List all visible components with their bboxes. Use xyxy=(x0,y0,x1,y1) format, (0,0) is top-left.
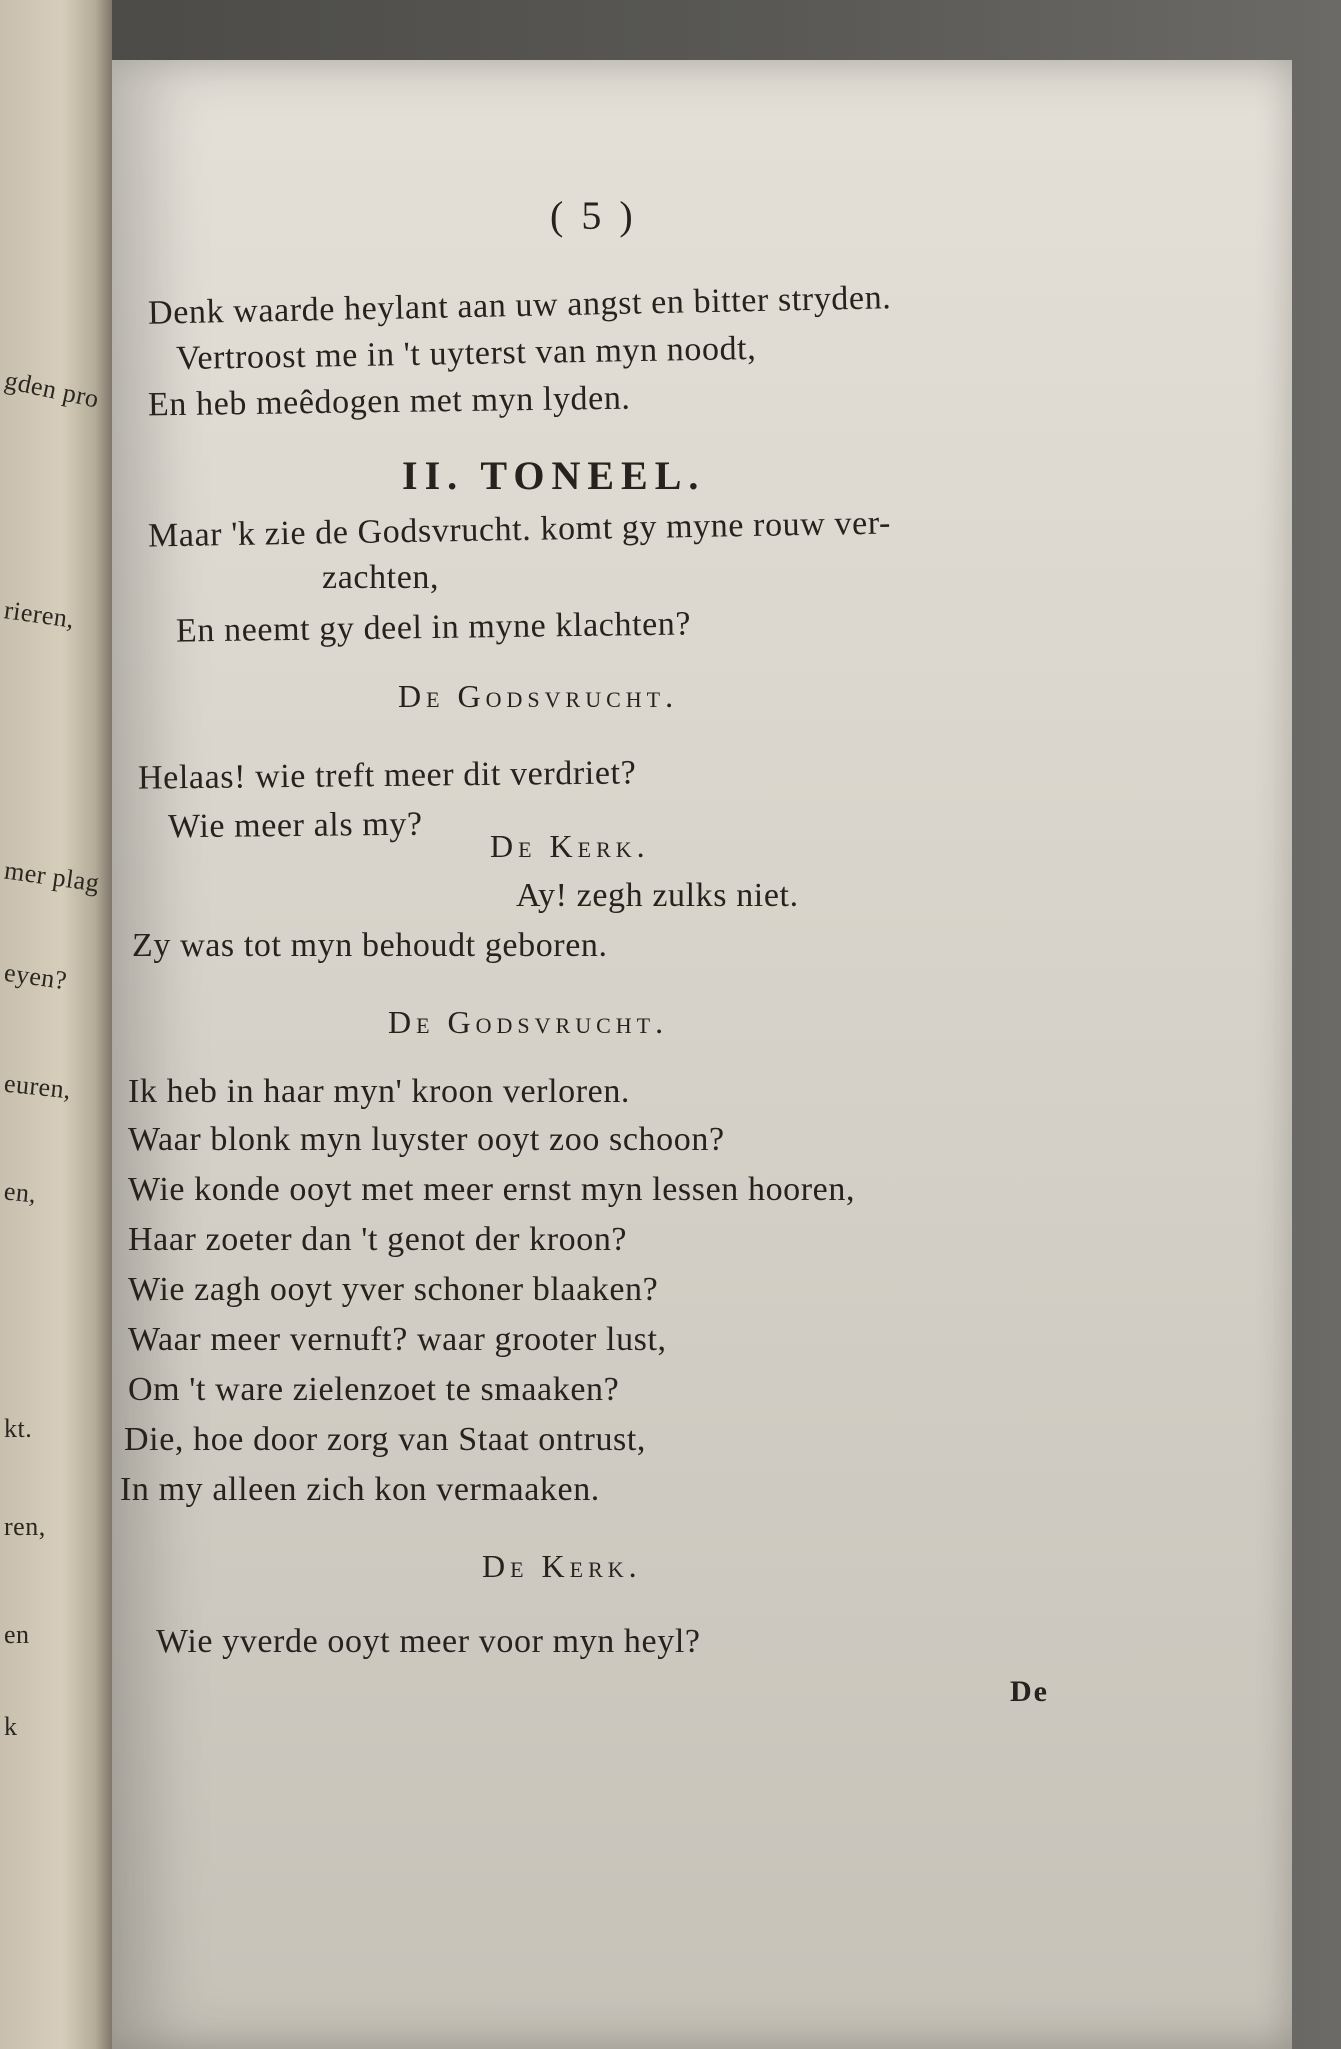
left-page-fragment: kt. xyxy=(4,1414,33,1443)
speaker-heading: De Godsvrucht. xyxy=(388,1004,669,1040)
left-page-fragment: ren, xyxy=(4,1512,46,1541)
verse-line: Ay! zegh zulks niet. xyxy=(516,877,799,914)
verse-line: Wie zagh ooyt yver schoner blaaken? xyxy=(128,1271,659,1308)
verse-line: Ik heb in haar myn' kroon verloren. xyxy=(128,1073,631,1110)
left-page-fragment: euren, xyxy=(2,1068,73,1105)
left-page-fragment: mer plag xyxy=(2,855,102,898)
verse-line: Maar 'k zie de Godsvrucht. komt gy myne rouw ver- xyxy=(147,504,892,555)
speaker-heading: De Kerk. xyxy=(490,828,650,864)
verse-line: In my alleen zich kon vermaaken. xyxy=(120,1471,600,1508)
verse-line: Haar zoeter dan 't genot der kroon? xyxy=(128,1221,628,1258)
left-page-fragment: en, xyxy=(2,1176,39,1209)
verse-line: Zy was tot myn behoudt geboren. xyxy=(132,927,608,964)
verse-line: Wie meer als my? xyxy=(167,805,423,846)
verse-line: Waar meer vernuft? waar grooter lust, xyxy=(128,1321,667,1358)
verse-line: Denk waarde heylant aan uw angst en bitter stryden. xyxy=(147,279,892,332)
left-page-edge xyxy=(0,0,112,2049)
verse-line: zachten, xyxy=(322,559,440,596)
verse-line: En neemt gy deel in myne klachten? xyxy=(175,605,692,650)
left-page-fragment: rieren, xyxy=(2,595,77,634)
verse-line: Vertroost me in 't uyterst van myn noodt, xyxy=(175,329,757,378)
verse-line: En heb meêdogen met myn lyden. xyxy=(147,379,631,424)
verse-line: Waar blonk myn luyster ooyt zoo schoon? xyxy=(128,1121,725,1158)
speaker-heading: De Kerk. xyxy=(482,1548,642,1584)
verse-line: Helaas! wie treft meer dit verdriet? xyxy=(137,754,637,797)
left-page-fragment: en xyxy=(4,1620,30,1649)
verse-line: Wie yverde ooyt meer voor myn heyl? xyxy=(156,1623,701,1660)
verse-line: Om 't ware zielenzoet te smaaken? xyxy=(128,1371,620,1408)
page-text xyxy=(112,60,1292,2049)
page-number: ( 5 ) xyxy=(550,193,637,238)
scene-heading: II. TONEEL. xyxy=(402,453,706,498)
speaker-heading: De Godsvrucht. xyxy=(398,678,679,714)
verse-line: Wie konde ooyt met meer ernst myn lessen hooren, xyxy=(128,1171,856,1208)
left-page-fragment: eyen? xyxy=(2,957,69,996)
catchword: De xyxy=(1010,1675,1049,1708)
left-page-fragment: k xyxy=(4,1712,18,1741)
left-page-fragment: gden pro xyxy=(2,365,102,414)
verse-line: Die, hoe door zorg van Staat ontrust, xyxy=(124,1421,647,1458)
